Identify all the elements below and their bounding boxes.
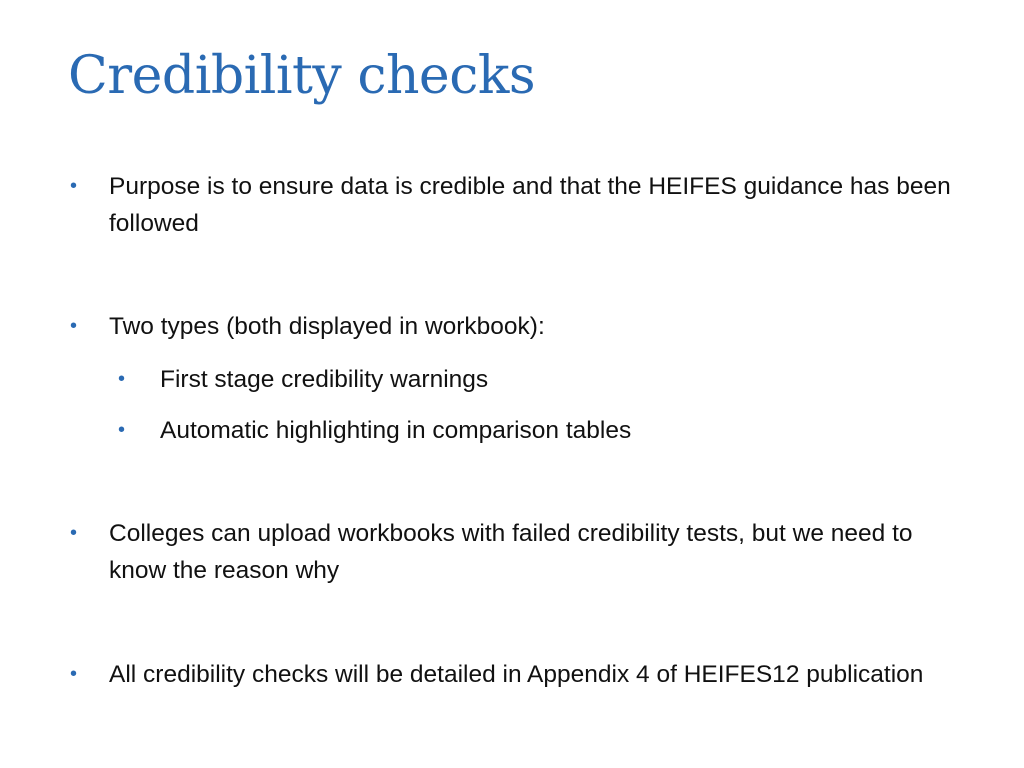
bullet-text: Colleges can upload workbooks with failed credibility tests, but we need to know the reason why: [109, 520, 913, 584]
bullet-text: Automatic highlighting in comparison tables: [160, 417, 632, 444]
bullet-text: All credibility checks will be detailed in Appendix 4 of HEIFES12 publication: [109, 661, 924, 688]
bullet-icon: •: [70, 522, 78, 544]
bullet-item: [70, 515, 969, 589]
bullet-icon: •: [70, 315, 78, 337]
bullet-icon: •: [118, 419, 126, 441]
bullet-text: Purpose is to ensure data is credible and that the HEIFES guidance has been followed: [109, 173, 951, 237]
bullet-text: First stage credibility warnings: [160, 366, 489, 393]
sub-bullet-item: [118, 361, 960, 398]
bullet-item: [70, 168, 969, 242]
bullet-icon: •: [70, 663, 78, 685]
bullet-icon: •: [118, 368, 126, 390]
bullet-text: Two types (both displayed in workbook):: [109, 313, 545, 340]
bullet-icon: •: [70, 175, 78, 197]
bullet-item: [70, 308, 969, 345]
sub-bullet-item: [118, 412, 960, 449]
slide-title: Credibility checks: [68, 46, 536, 106]
bullet-item: [70, 656, 969, 693]
